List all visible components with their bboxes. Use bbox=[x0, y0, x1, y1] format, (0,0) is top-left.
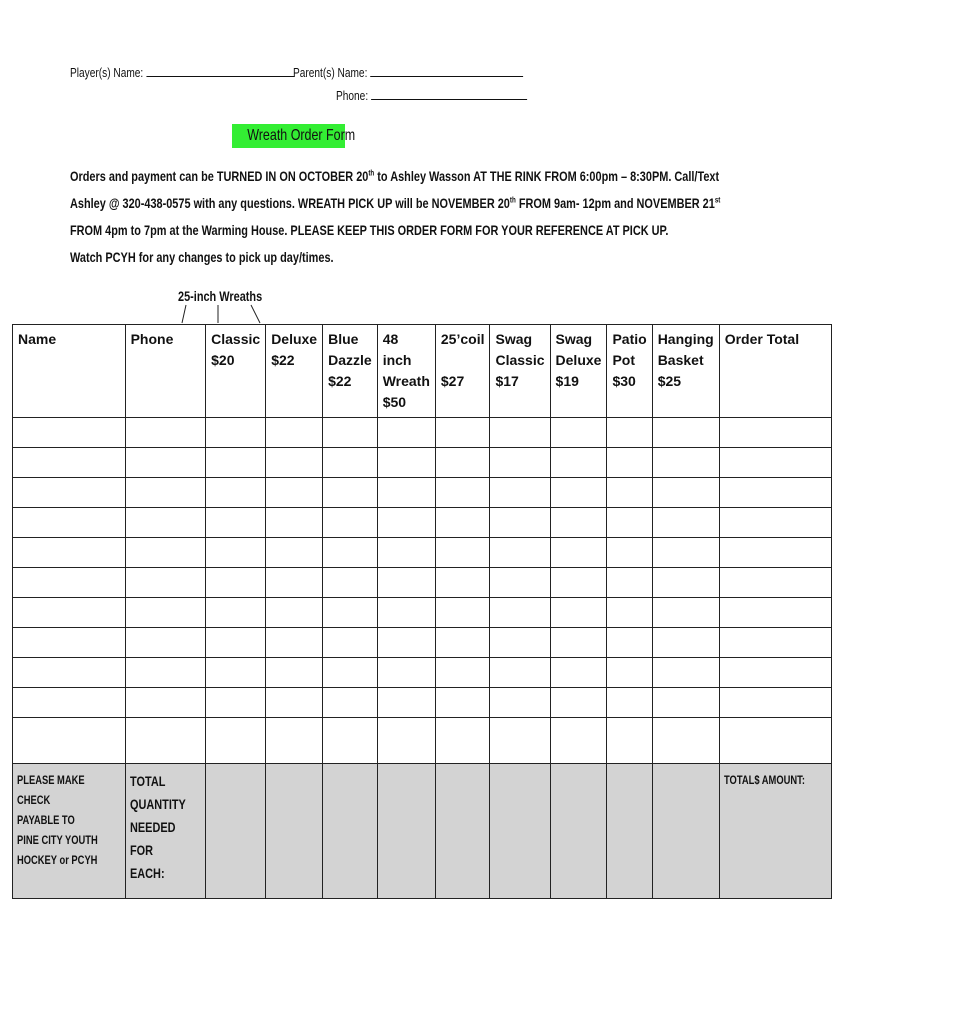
order-cell-coil[interactable] bbox=[435, 568, 490, 598]
order-cell-swag-deluxe[interactable] bbox=[550, 628, 607, 658]
order-cell-phone[interactable] bbox=[125, 628, 206, 658]
order-cell-order-total[interactable] bbox=[719, 718, 832, 764]
order-cell-swag-deluxe[interactable] bbox=[550, 538, 607, 568]
column-header-line: Deluxe bbox=[555, 352, 602, 368]
order-cell-blue-dazzle[interactable] bbox=[323, 628, 378, 658]
order-row bbox=[13, 628, 832, 658]
order-cell-hanging-basket[interactable] bbox=[652, 448, 719, 478]
total-qty-swag-deluxe[interactable] bbox=[550, 764, 607, 899]
order-cell-deluxe[interactable] bbox=[266, 628, 323, 658]
order-cell-48-inch-wreath[interactable] bbox=[377, 478, 435, 508]
order-cell-48-inch-wreath[interactable] bbox=[377, 658, 435, 688]
order-cell-blue-dazzle[interactable] bbox=[323, 598, 378, 628]
phone-label: Phone: bbox=[336, 88, 369, 103]
order-cell-swag-classic[interactable] bbox=[490, 628, 550, 658]
order-cell-phone[interactable] bbox=[125, 448, 206, 478]
order-cell-classic[interactable] bbox=[206, 508, 266, 538]
column-header-line: $22 bbox=[328, 373, 352, 389]
column-header-48-inch-wreath bbox=[377, 325, 435, 418]
order-cell-classic[interactable] bbox=[206, 598, 266, 628]
column-header-line: Deluxe bbox=[271, 331, 318, 347]
order-cell-phone[interactable] bbox=[125, 538, 206, 568]
payable-note-line: PLEASE MAKE bbox=[17, 773, 85, 787]
order-cell-phone[interactable] bbox=[125, 478, 206, 508]
order-cell-order-total[interactable] bbox=[719, 418, 832, 448]
total-qty-coil[interactable] bbox=[435, 764, 490, 899]
column-header-row bbox=[13, 325, 832, 418]
order-cell-name[interactable] bbox=[13, 508, 126, 538]
order-cell-swag-classic[interactable] bbox=[490, 478, 550, 508]
column-header-line: Name bbox=[18, 331, 57, 347]
order-cell-deluxe[interactable] bbox=[266, 538, 323, 568]
column-header-swag-classic bbox=[490, 325, 550, 418]
order-cell-classic[interactable] bbox=[206, 718, 266, 764]
order-cell-swag-deluxe[interactable] bbox=[550, 508, 607, 538]
instructions-line-1: Orders and payment can be TURNED IN ON OCTOBER 20th to Ashley Wasson AT THE RINK FROM 6:00pm – 8:30PM. Call/Text bbox=[70, 168, 720, 184]
payable-note-line: PINE CITY YOUTH bbox=[17, 833, 98, 847]
order-cell-phone[interactable] bbox=[125, 688, 206, 718]
order-cell-order-total[interactable] bbox=[719, 658, 832, 688]
order-cell-hanging-basket[interactable] bbox=[652, 538, 719, 568]
order-row bbox=[13, 598, 832, 628]
order-cell-patio-pot[interactable] bbox=[607, 448, 652, 478]
column-header-hanging-basket bbox=[652, 325, 719, 418]
order-cell-swag-classic[interactable] bbox=[490, 718, 550, 764]
order-cell-swag-deluxe[interactable] bbox=[550, 418, 607, 448]
totals-row bbox=[13, 764, 832, 899]
order-cell-classic[interactable] bbox=[206, 418, 266, 448]
order-cell-48-inch-wreath[interactable] bbox=[377, 628, 435, 658]
order-cell-patio-pot[interactable] bbox=[607, 508, 652, 538]
order-cell-48-inch-wreath[interactable] bbox=[377, 598, 435, 628]
order-row bbox=[13, 418, 832, 448]
order-cell-hanging-basket[interactable] bbox=[652, 418, 719, 448]
column-header-line: Basket bbox=[657, 352, 704, 368]
order-cell-patio-pot[interactable] bbox=[607, 478, 652, 508]
order-cell-name[interactable] bbox=[13, 658, 126, 688]
column-header-blue-dazzle bbox=[323, 325, 378, 418]
parents-name-label: Parent(s) Name: bbox=[293, 65, 368, 80]
order-cell-swag-deluxe[interactable] bbox=[550, 568, 607, 598]
order-cell-swag-classic[interactable] bbox=[490, 598, 550, 628]
order-cell-blue-dazzle[interactable] bbox=[323, 448, 378, 478]
column-header-line: Classic bbox=[495, 352, 545, 368]
total-quantity-label-line: TOTAL bbox=[129, 773, 165, 789]
order-cell-coil[interactable] bbox=[435, 508, 490, 538]
order-cell-swag-deluxe[interactable] bbox=[550, 688, 607, 718]
order-cell-order-total[interactable] bbox=[719, 568, 832, 598]
order-cell-classic[interactable] bbox=[206, 658, 266, 688]
column-header-deluxe bbox=[266, 325, 323, 418]
column-header-patio-pot bbox=[607, 325, 652, 418]
order-cell-classic[interactable] bbox=[206, 688, 266, 718]
order-cell-patio-pot[interactable] bbox=[607, 538, 652, 568]
order-cell-name[interactable] bbox=[13, 718, 126, 764]
order-cell-coil[interactable] bbox=[435, 478, 490, 508]
total-amount-label: TOTAL$ AMOUNT: bbox=[723, 773, 805, 787]
order-cell-phone[interactable] bbox=[125, 658, 206, 688]
order-cell-hanging-basket[interactable] bbox=[652, 658, 719, 688]
order-cell-hanging-basket[interactable] bbox=[652, 478, 719, 508]
order-cell-swag-deluxe[interactable] bbox=[550, 448, 607, 478]
order-cell-hanging-basket[interactable] bbox=[652, 628, 719, 658]
order-cell-hanging-basket[interactable] bbox=[652, 568, 719, 598]
order-cell-swag-deluxe[interactable] bbox=[550, 478, 607, 508]
column-header-line: $30 bbox=[612, 373, 636, 389]
order-cell-blue-dazzle[interactable] bbox=[323, 568, 378, 598]
order-cell-phone[interactable] bbox=[125, 598, 206, 628]
order-cell-blue-dazzle[interactable] bbox=[323, 478, 378, 508]
order-cell-deluxe[interactable] bbox=[266, 418, 323, 448]
order-cell-hanging-basket[interactable] bbox=[652, 688, 719, 718]
order-cell-48-inch-wreath[interactable] bbox=[377, 508, 435, 538]
instructions-line-2: Ashley @ 320-438-0575 with any questions. WREATH PICK UP will be NOVEMBER 20th FROM 9am- 12pm and NOVEMBER 21st bbox=[70, 195, 721, 211]
order-cell-name[interactable] bbox=[13, 598, 126, 628]
order-row bbox=[13, 538, 832, 568]
order-cell-blue-dazzle[interactable] bbox=[323, 718, 378, 764]
order-cell-coil[interactable] bbox=[435, 718, 490, 764]
order-cell-phone[interactable] bbox=[125, 508, 206, 538]
order-row bbox=[13, 658, 832, 688]
order-cell-coil[interactable] bbox=[435, 538, 490, 568]
column-header-line: $22 bbox=[271, 352, 295, 368]
total-quantity-label-line: EACH: bbox=[129, 865, 165, 881]
wreath-group-bracket bbox=[0, 0, 770, 340]
order-cell-patio-pot[interactable] bbox=[607, 418, 652, 448]
order-cell-blue-dazzle[interactable] bbox=[323, 688, 378, 718]
column-header-line: 25’coil bbox=[440, 331, 485, 347]
total-quantity-label-line: FOR bbox=[129, 842, 153, 858]
order-cell-deluxe[interactable] bbox=[266, 448, 323, 478]
order-cell-blue-dazzle[interactable] bbox=[323, 538, 378, 568]
column-header-line: 48 inch bbox=[382, 331, 412, 368]
order-cell-swag-deluxe[interactable] bbox=[550, 598, 607, 628]
column-header-line: Hanging bbox=[657, 331, 714, 347]
order-cell-coil[interactable] bbox=[435, 418, 490, 448]
order-cell-swag-classic[interactable] bbox=[490, 418, 550, 448]
column-header-order-total bbox=[719, 325, 832, 418]
order-row bbox=[13, 508, 832, 538]
order-cell-hanging-basket[interactable] bbox=[652, 598, 719, 628]
column-header-line: $20 bbox=[211, 352, 235, 368]
order-cell-hanging-basket[interactable] bbox=[652, 508, 719, 538]
order-cell-swag-deluxe[interactable] bbox=[550, 658, 607, 688]
order-cell-classic[interactable] bbox=[206, 568, 266, 598]
order-row bbox=[13, 568, 832, 598]
order-cell-name[interactable] bbox=[13, 628, 126, 658]
order-cell-name[interactable] bbox=[13, 448, 126, 478]
order-cell-classic[interactable] bbox=[206, 538, 266, 568]
order-cell-swag-deluxe[interactable] bbox=[550, 718, 607, 764]
order-row bbox=[13, 688, 832, 718]
order-cell-swag-classic[interactable] bbox=[490, 448, 550, 478]
order-cell-swag-classic[interactable] bbox=[490, 508, 550, 538]
order-cell-48-inch-wreath[interactable] bbox=[377, 568, 435, 598]
order-cell-hanging-basket[interactable] bbox=[652, 718, 719, 764]
total-qty-48-inch[interactable] bbox=[377, 764, 435, 899]
order-cell-name[interactable] bbox=[13, 568, 126, 598]
order-row bbox=[13, 718, 832, 764]
order-cell-patio-pot[interactable] bbox=[607, 718, 652, 764]
payable-note-cell bbox=[13, 764, 126, 899]
total-qty-classic[interactable] bbox=[206, 764, 266, 899]
order-cell-order-total[interactable] bbox=[719, 688, 832, 718]
order-cell-deluxe[interactable] bbox=[266, 718, 323, 764]
order-cell-swag-classic[interactable] bbox=[490, 568, 550, 598]
order-cell-phone[interactable] bbox=[125, 418, 206, 448]
order-cell-48-inch-wreath[interactable] bbox=[377, 418, 435, 448]
total-amount-cell[interactable] bbox=[719, 764, 832, 899]
column-header-line: $50 bbox=[382, 394, 407, 410]
column-header-line: Classic bbox=[211, 331, 261, 347]
order-cell-deluxe[interactable] bbox=[266, 658, 323, 688]
order-row bbox=[13, 448, 832, 478]
column-header-line: $25 bbox=[657, 373, 682, 389]
instructions-line-3: FROM 4pm to 7pm at the Warming House. PLEASE KEEP THIS ORDER FORM FOR YOUR REFERENCE AT PICK UP. bbox=[70, 222, 669, 238]
order-cell-order-total[interactable] bbox=[719, 598, 832, 628]
order-cell-48-inch-wreath[interactable] bbox=[377, 718, 435, 764]
instructions-line-4: Watch PCYH for any changes to pick up day/times. bbox=[70, 249, 334, 265]
payable-note-line: CHECK bbox=[17, 793, 51, 807]
order-cell-phone[interactable] bbox=[125, 718, 206, 764]
payable-note-line: HOCKEY or PCYH bbox=[17, 853, 98, 867]
column-header-line: $19 bbox=[555, 373, 579, 389]
order-cell-deluxe[interactable] bbox=[266, 478, 323, 508]
order-cell-patio-pot[interactable] bbox=[607, 598, 652, 628]
players-name-label: Player(s) Name: bbox=[70, 65, 144, 80]
order-cell-coil[interactable] bbox=[435, 688, 490, 718]
order-cell-blue-dazzle[interactable] bbox=[323, 658, 378, 688]
order-cell-coil[interactable] bbox=[435, 448, 490, 478]
wreath-group-label: 25-inch Wreaths bbox=[178, 288, 263, 304]
order-cell-deluxe[interactable] bbox=[266, 598, 323, 628]
order-cell-deluxe[interactable] bbox=[266, 568, 323, 598]
order-cell-patio-pot[interactable] bbox=[607, 658, 652, 688]
order-cell-order-total[interactable] bbox=[719, 448, 832, 478]
column-header-name bbox=[13, 325, 126, 418]
order-cell-order-total[interactable] bbox=[719, 538, 832, 568]
order-cell-phone[interactable] bbox=[125, 568, 206, 598]
column-header-phone bbox=[125, 325, 206, 418]
total-qty-patio-pot[interactable] bbox=[607, 764, 652, 899]
order-cell-classic[interactable] bbox=[206, 448, 266, 478]
column-header-swag-deluxe bbox=[550, 325, 607, 418]
column-header-line: Dazzle bbox=[328, 352, 372, 368]
total-qty-hanging-basket[interactable] bbox=[652, 764, 719, 899]
order-cell-order-total[interactable] bbox=[719, 478, 832, 508]
total-quantity-label-cell bbox=[125, 764, 206, 899]
order-cell-patio-pot[interactable] bbox=[607, 628, 652, 658]
order-row bbox=[13, 478, 832, 508]
column-header-line: Swag bbox=[495, 331, 533, 347]
column-header-line: Order Total bbox=[724, 331, 800, 347]
total-qty-deluxe[interactable] bbox=[266, 764, 323, 899]
order-cell-name[interactable] bbox=[13, 478, 126, 508]
order-cell-patio-pot[interactable] bbox=[607, 688, 652, 718]
total-quantity-label-line: QUANTITY bbox=[129, 796, 186, 812]
column-header-line: Patio Pot bbox=[612, 331, 647, 368]
order-cell-48-inch-wreath[interactable] bbox=[377, 688, 435, 718]
order-cell-blue-dazzle[interactable] bbox=[323, 508, 378, 538]
order-cell-blue-dazzle[interactable] bbox=[323, 418, 378, 448]
order-cell-swag-classic[interactable] bbox=[490, 688, 550, 718]
order-cell-deluxe[interactable] bbox=[266, 688, 323, 718]
order-cell-classic[interactable] bbox=[206, 628, 266, 658]
order-cell-coil[interactable] bbox=[435, 658, 490, 688]
order-cell-classic[interactable] bbox=[206, 478, 266, 508]
column-header-classic bbox=[206, 325, 266, 418]
order-cell-name[interactable] bbox=[13, 688, 126, 718]
column-header-line: Swag bbox=[555, 331, 593, 347]
column-header-coil bbox=[435, 325, 490, 418]
total-quantity-label-line: NEEDED bbox=[129, 819, 176, 835]
order-cell-patio-pot[interactable] bbox=[607, 568, 652, 598]
order-cell-name[interactable] bbox=[13, 418, 126, 448]
column-header-line: $27 bbox=[440, 373, 465, 389]
order-cell-order-total[interactable] bbox=[719, 508, 832, 538]
form-title: Wreath Order Form bbox=[232, 124, 345, 148]
order-cell-order-total[interactable] bbox=[719, 628, 832, 658]
total-qty-blue-dazzle[interactable] bbox=[323, 764, 378, 899]
column-header-line: Wreath bbox=[382, 373, 430, 389]
order-cell-coil[interactable] bbox=[435, 628, 490, 658]
column-header-line bbox=[441, 350, 485, 371]
order-cell-48-inch-wreath[interactable] bbox=[377, 448, 435, 478]
column-header-line: Blue bbox=[328, 331, 359, 347]
column-header-line: Phone bbox=[130, 331, 174, 347]
order-cell-48-inch-wreath[interactable] bbox=[377, 538, 435, 568]
order-cell-deluxe[interactable] bbox=[266, 508, 323, 538]
order-cell-swag-classic[interactable] bbox=[490, 658, 550, 688]
column-header-line: $17 bbox=[495, 373, 519, 389]
order-cell-swag-classic[interactable] bbox=[490, 538, 550, 568]
order-cell-coil[interactable] bbox=[435, 598, 490, 628]
order-table bbox=[12, 324, 832, 899]
order-cell-name[interactable] bbox=[13, 538, 126, 568]
total-qty-swag-classic[interactable] bbox=[490, 764, 550, 899]
payable-note-line: PAYABLE TO bbox=[17, 813, 75, 827]
